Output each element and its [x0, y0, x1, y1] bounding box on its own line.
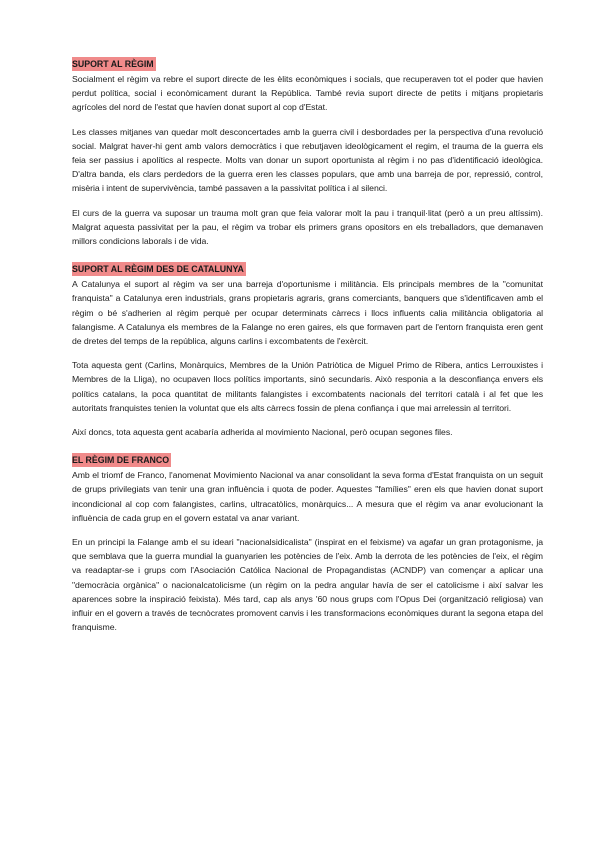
section-heading: EL RÈGIM DE FRANCO: [72, 455, 170, 466]
paragraph: A Catalunya el suport al règim va ser una barreja d'oportunisme i militància. Els principals membres de la "comunitat franquista" a Catalunya eren industrials, grans propietaris agraris, grans comerciants, banquers que s'identificaven amb el règim o bé s'adherien al règim perquè per ocupar determinats càrrecs i llocs influents calia militància obligatoria al falangisme. A Catalunya els membres de la Falange no eren gaires, els que formaven part de l'entorn franquista eren gent de dretes del temps de la república, alguns carlins i excombatents de l'exèrcit.: [72, 279, 543, 347]
document-page: [72, 54, 543, 635]
paragraph: El curs de la guerra va suposar un trauma molt gran que feia valorar molt la pau i tranquil·litat (però a un preu altíssim). Malgrat aquesta passivitat per la pau, el règim va trobar els primers grans opositors en els treballadors, que demanaven millors condicions laborals i de vida.: [72, 207, 543, 247]
paragraph: Les classes mitjanes van quedar molt desconcertades amb la guerra civil i desbordades per la perspectiva d'una revolució social. Malgrat haver-hi gent amb valors democràtics i que rebutjaven ideològicament el regim, el trauma de la guerra els feia ser passius i apolítics al respecte. Molts van donar un suport oportunista al règim i no pas d'identificació ideològica. D'altra banda, els clars perdedors de la guerra eren les classes populars, que amb una barreja de por, repressió, control, misèria i intent de supervivència, també passaven a la passivitat política i al silenci.: [72, 126, 543, 194]
section-suport-catalunya: [72, 259, 543, 439]
paragraph: Tota aquesta gent (Carlins, Monàrquics, Membres de la Unión Patriòtica de Miguel Primo de Ribera, antics Lerrouxistes i Membres de la Lliga), no ocupaven llocs polítics importants, sinó secundaris. Això responia a la desconfiança envers els polítics catalans, la poca quantitat de militants falangistes i excombatents nacionals del territori català i al fet que les autoritats franquistes tenien la voluntat que els alts càrrecs fossin de plena confiança i que mai arrelessin al territori.: [72, 360, 543, 413]
section-heading: SUPORT AL RÈGIM: [72, 59, 154, 69]
paragraph: En un principi la Falange amb el su ideari "nacionalsidicalista" (inspirat en el feixisme) va agafar un gran protagonisme, ja que semblava que la guerra mundial la guanyarien les potències de l'eix. Amb la derrota de les potències de l'eix, el règim va readaptar-se i grups com l'Asociación Católica Nacional de Propagandistas (ACNDP) van començar a aplicar una "democràcia orgànica" o nacionalcatolicisme (un règim on la pedra angular havía de ser el catolicisme i així salvar les aparences sobre la inspiració feixista). Més tard, cap als anys '60 nous grups com l'Opus Dei (organització religiosa) van influir en el govern a través de tecnòcrates promovent canvis i les transformacions econòmiques durant la segona etapa del franquisme.: [72, 537, 543, 633]
paragraph: Així doncs, tota aquesta gent acabaría adherida al movimiento Nacional, però ocupan segones files.: [72, 427, 453, 438]
paragraph: Amb el triomf de Franco, l'anomenat Movimiento Nacional va anar consolidant la seva forma d'Estat franquista on un seguit de grups privilegiats van tenir una gran influència i quota de poder. Aquestes "famílies" eren els que havien donat suport incondicional al cop com falangistes, carlins, ultracatòlics, monàrquics... A mesura que el règim va anar evolucionant la influència de cada grup en el govern estatal va anar variant.: [72, 470, 543, 523]
section-heading: SUPORT AL RÈGIM DES DE CATALUNYA: [72, 264, 244, 275]
section-suport-al-regim: [72, 54, 543, 248]
paragraph: Socialment el règim va rebre el suport directe de les èlits econòmiques i socials, que recuperaven tot el poder que havien perdut política, social i econòmicament durant la República. També revia suport directe de petits i mitjans propietaris agrícoles del nord de l'estat que havíen donat suport al cop d'Estat.: [72, 74, 543, 113]
section-regim-de-franco: [72, 450, 543, 634]
